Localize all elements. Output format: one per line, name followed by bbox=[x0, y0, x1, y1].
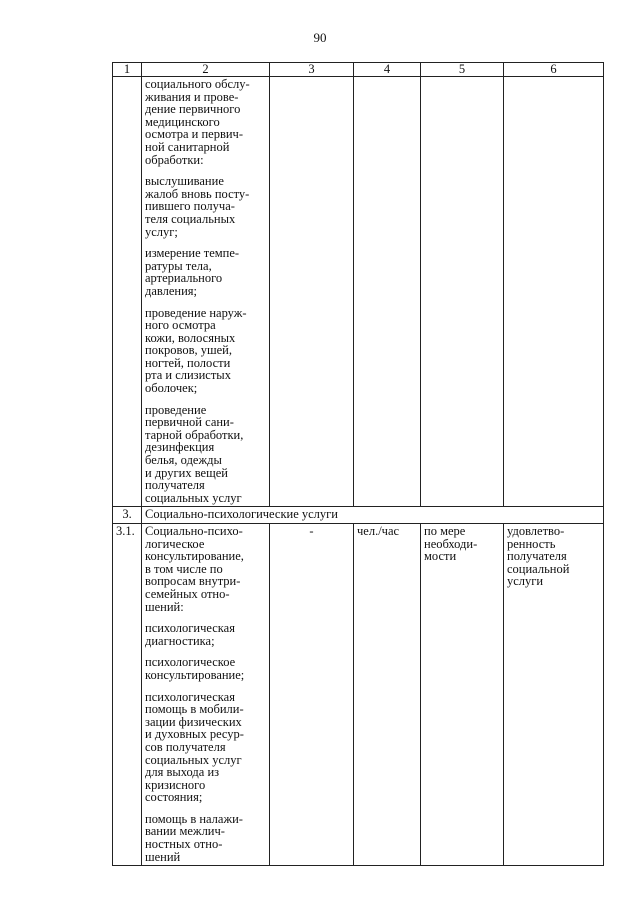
section-number: 3. bbox=[113, 507, 142, 524]
empty-cell bbox=[270, 77, 354, 507]
table-header-row bbox=[113, 63, 604, 77]
service-text: выслушивание жалоб вновь посту- пившего получа- теля социальных услуг; bbox=[145, 174, 250, 239]
periodicity-cell: по мере необходи- мости bbox=[421, 524, 504, 866]
empty-cell bbox=[504, 77, 604, 507]
row-number: 3.1. bbox=[113, 524, 142, 866]
section-row bbox=[113, 507, 604, 524]
service-text: психологическая помощь в мобили- зации физических и духовных ресур- сов получателя социальных услуг для выхода из кризисного состояния; bbox=[145, 689, 244, 805]
empty-cell bbox=[421, 77, 504, 507]
column-number-4: 4 bbox=[354, 63, 421, 77]
service-text: помощь в налажи- вании межлич- ностных отно- шений bbox=[145, 811, 243, 864]
service-text: психологическая диагностика; bbox=[145, 621, 235, 648]
service-description-cell bbox=[142, 77, 270, 507]
service-text: Социально-психо- логическое консультирование, в том числе по вопросам внутри- семейных отно- шений: bbox=[145, 524, 244, 614]
table-row bbox=[113, 524, 604, 866]
services-table bbox=[112, 62, 604, 866]
column-number-6: 6 bbox=[504, 63, 604, 77]
column-number-3: 3 bbox=[270, 63, 354, 77]
service-text: социального обслу- живания и прове- дение первичного медицинского осмотра и первич- ной санитарной обработки: bbox=[145, 77, 250, 167]
table-row bbox=[113, 77, 604, 507]
service-text: измерение темпе- ратуры тела, артериального давления; bbox=[145, 246, 240, 298]
service-text: проведение первичной сани- тарной обработки, дезинфекция белья, одежды и других вещей получателя социальных услуг bbox=[145, 402, 244, 505]
service-text: психологическое консультирование; bbox=[145, 655, 245, 682]
quality-indicator-cell: удовлетво- ренность получателя социальной услуги bbox=[504, 524, 604, 866]
column-number-1: 1 bbox=[113, 63, 142, 77]
volume-cell: - bbox=[270, 524, 354, 866]
row-number-cell bbox=[113, 77, 142, 507]
column-number-5: 5 bbox=[421, 63, 504, 77]
section-title: Социально-психологические услуги bbox=[142, 507, 604, 524]
service-description-cell bbox=[142, 524, 270, 866]
unit-cell: чел./час bbox=[354, 524, 421, 866]
column-number-2: 2 bbox=[142, 63, 270, 77]
page-number: 90 bbox=[313, 30, 327, 45]
service-text: проведение наруж- ного осмотра кожи, волосяных покровов, ушей, ногтей, полости рта и слизистых оболочек; bbox=[145, 305, 247, 396]
empty-cell bbox=[354, 77, 421, 507]
